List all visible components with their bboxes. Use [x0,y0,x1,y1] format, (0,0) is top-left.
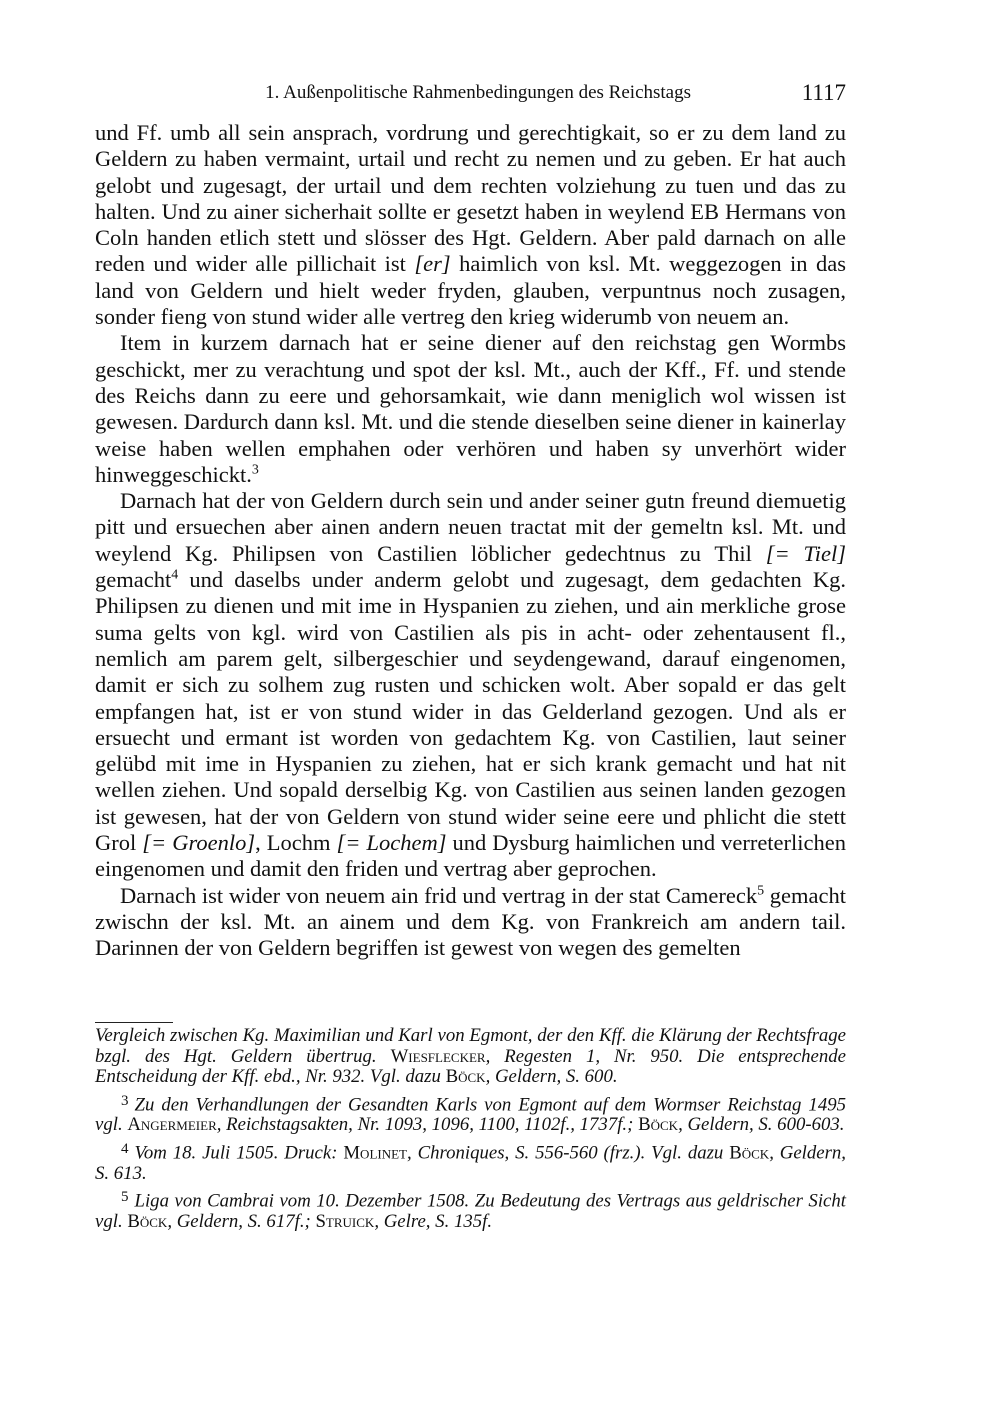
footnote-4 [95,1139,846,1184]
footnote-continuation [95,1026,846,1088]
editorial-insertion: [= Groenlo] [142,830,256,856]
note-text: , Regesten 1, Nr. 950. Die entsprechende Entscheidung der Kff. ebd., Nr. 932. Vgl. dazu [95,1045,846,1087]
author-name: Struick [315,1210,375,1232]
running-title: 1. Außenpolitische Rahmenbedingungen des Reichstags [265,82,691,103]
editorial-insertion: [= Lochem] [336,830,447,856]
paragraph-1 [95,120,846,330]
author-name: Böck [445,1066,486,1087]
paragraph-3 [95,488,846,882]
footnote-separator [95,1022,173,1023]
note-text: Zu den Verhandlungen der Gesandten Karls von Egmont auf dem Wormser Reichstag 1495 vgl. [95,1093,846,1136]
text-run: und daselbs under anderm gelobt und zugesagt, dem gedachten Kg. Philipsen zu dienen und mit ime in Hyspanien zu ziehen, und ain merkliche grose suma gelts von kgl. wird von Castilien als pis in acht- oder zehentausent fl., nemlich am parem gelt, silbergeschier und seydengewand, darauf eingenomen, damit er sich zu solhem zug rusten und schicken wolt. Aber sopald er das gelt empfangen hat, ist er von stund wider in das Gelderland gezogen. Und als er ersuecht und ermant ist worden von gedachtem Kg. von Castilien, laut seiner gelübd mit ime in Hyspanien zu ziehen, hat er sich krank gemacht und hat nit wellen ziehen. Und sopald derselbig Kg. von Castilien aus seinen landen gezogen ist gewesen, hat der von Geldern von stund wider seine eere und phlicht die stett Grol [95,567,846,856]
text-run: und Ff. umb all sein ansprach, vordrung und gerechtigkait, so er zu dem land zu Geldern zu haben vermaint, urtail und recht zu nemen und zu geben. Er hat auch gelobt und zugesagt, der urtail und dem rechten volziehung zu tuen und das zu halten. Und zu ainer sicherhait sollte er gesetzt haben in weylend EB Hermans von Coln handen etlich stett und slösser des Hgt. Geldern. Aber pald darnach on alle reden und wider alle pillichait ist [95,120,846,277]
text-run: Darnach hat der von Geldern durch sein und ander seiner gutn freund diemuetig pitt und ersuechen aber ainen andern neuen tractat mit der gemeltn ksl. Mt. und weylend Kg. Philipsen von Castilien löblicher gedechtnus zu Thil [95,488,846,566]
text-run: und Dysburg haimlichen und verreterlichen eingenomen und damit den friden und vertrag aber geprochen. [95,830,847,882]
text-run: haimlich von ksl. Mt. weggezogen in das land von Geldern und hielt weder fryden, glauben, verpuntnus noch zusagen, sonder fieng von stund wider alle vertreg den krieg widerumb von neuem an. [95,251,846,330]
paragraph-4 [95,883,846,962]
note-text: Liga von Cambrai vom 10. Dezember 1508. Zu Bedeutung des Vertrags aus geldrischer Sicht vgl. [95,1190,846,1232]
footnote-number: 4 [121,1140,129,1157]
note-text: , Geldern, S. 600. [485,1066,618,1087]
paragraph-2 [95,330,846,488]
footnote-5 [95,1187,846,1232]
note-text: Vergleich zwischen Kg. Maximilian und Karl von Egmont, der den Kff. die Klärung der Rechtsfrage bzgl. des Hgt. Geldern übertrug. [95,1025,846,1067]
footnote-ref: 5 [757,882,765,898]
note-text: Vom 18. Juli 1505. Druck: [134,1142,344,1163]
footnote-ref: 4 [171,567,179,583]
note-text: , Chroniques, S. 556-560 (frz.). Vgl. dazu [407,1142,730,1163]
author-name: Molinet [343,1142,407,1163]
page-number: 1117 [801,80,846,105]
author-name: Böck [638,1114,679,1136]
main-text [95,120,846,962]
author-name: Angermeier [127,1114,217,1136]
footnote-ref: 3 [251,462,259,478]
text-run: Item in kurzem darnach hat er seine diener auf den reichstag gen Wormbs geschickt, mer zu verachtung und spot der ksl. Mt., auch der Kff., Ff. und stende des Reichs dann zu eere und gehorsamkait, wie dann meniglich wol wissen ist gewesen. Dardurch dann ksl. Mt. und die stende dieselben seine diener in kainerlay weise haben wellen emphahen oder verhören und haben sy unverhört wider hinweggeschickt. [95,330,846,487]
text-run: , Lochm [255,830,337,856]
text-run: gemacht [95,567,172,593]
footnote-number: 3 [121,1092,129,1109]
note-text: , Reichstagsakten, Nr. 1093, 1096, 1100, 1102f., 1737f.; [216,1114,639,1136]
note-text: , Geldern, S. 600-603. [678,1114,845,1136]
author-name: Wiesflecker [390,1045,486,1067]
author-name: Böck [127,1210,168,1232]
footnotes [95,1026,846,1232]
note-text: , Gelre, S. 135f. [374,1210,493,1232]
editorial-insertion: [er] [414,251,451,277]
author-name: Böck [729,1142,770,1163]
footnote-number: 5 [121,1189,129,1205]
page-header [96,80,846,106]
editorial-insertion: [= Tiel] [765,540,846,566]
text-run: Darnach ist wider von neuem ain frid und vertrag in der stat Camereck [120,882,758,908]
note-text: , Geldern, S. 617f.; [167,1210,316,1232]
footnote-3 [95,1091,846,1136]
text-run: gemacht zwischn der ksl. Mt. an ainem und dem Kg. von Frankreich am andern tail. Darinnen der von Geldern begriffen ist gewest von wegen des gemelten [95,882,846,961]
note-text: , Geldern, S. 613. [95,1142,847,1184]
